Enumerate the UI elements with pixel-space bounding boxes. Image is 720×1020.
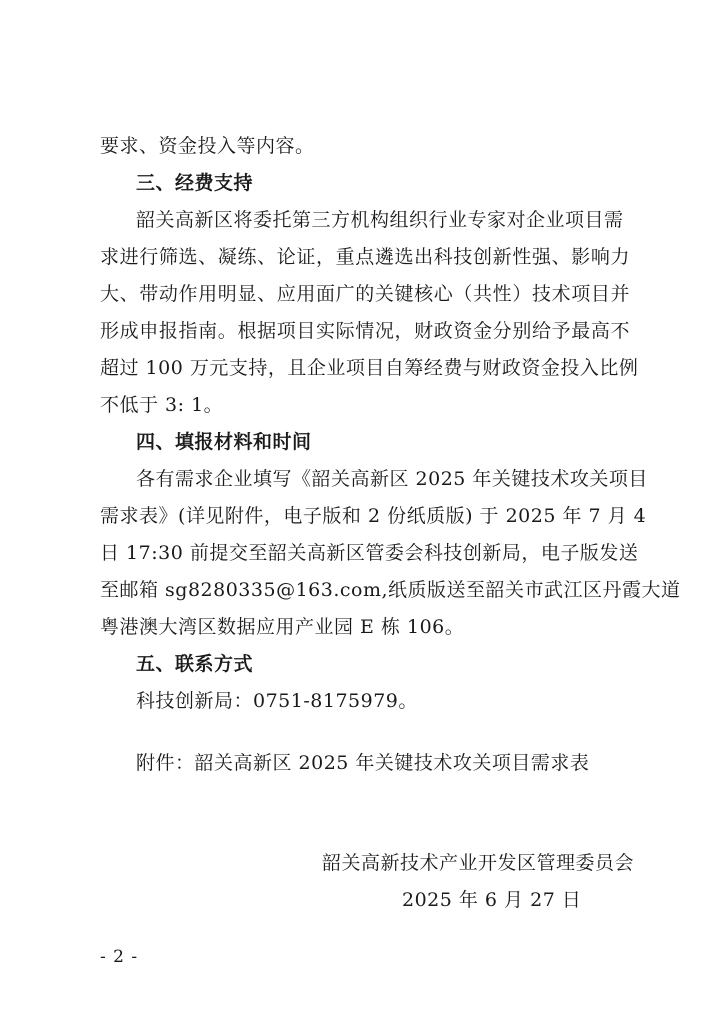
section-heading-materials: 四、填报材料和时间 xyxy=(136,431,312,453)
paragraph-line: 粤港澳大湾区数据应用产业园 E 栋 106。 xyxy=(100,616,465,638)
paragraph-line: 大、带动作用明显、应用面广的关键核心（共性）技术项目并 xyxy=(100,283,630,305)
signature-organization: 韶关高新技术产业开发区管理委员会 xyxy=(322,852,635,874)
page-number: - 2 - xyxy=(100,947,139,967)
paragraph-line: 日 17:30 前提交至韶关高新区管委会科技创新局，电子版发送 xyxy=(100,542,639,564)
contact-line: 科技创新局：0751-8175979。 xyxy=(136,690,418,712)
paragraph-line: 不低于 3: 1。 xyxy=(100,394,224,416)
paragraph-line: 形成申报指南。根据项目实际情况，财政资金分别给予最高不 xyxy=(100,320,630,342)
paragraph-line: 超过 100 万元支持，且企业项目自筹经费与财政资金投入比例 xyxy=(100,357,639,379)
paragraph-line: 各有需求企业填写《韶关高新区 2025 年关键技术攻关项目 xyxy=(136,468,648,490)
attachment-line: 附件：韶关高新区 2025 年关键技术攻关项目需求表 xyxy=(136,752,590,774)
paragraph-line: 至邮箱 sg8280335@163.com,纸质版送至韶关市武江区丹霞大道 xyxy=(100,579,681,601)
paragraph-line: 需求表》(详见附件，电子版和 2 份纸质版) 于 2025 年 7 月 4 xyxy=(100,505,647,527)
paragraph-line: 韶关高新区将委托第三方机构组织行业专家对企业项目需 xyxy=(136,209,624,231)
section-heading-funding: 三、经费支持 xyxy=(136,172,254,194)
paragraph-line: 求进行筛选、凝练、论证，重点遴选出科技创新性强、影响力 xyxy=(100,246,630,268)
continuation-line: 要求、资金投入等内容。 xyxy=(100,135,315,157)
signature-date: 2025 年 6 月 27 日 xyxy=(402,889,582,911)
section-heading-contact: 五、联系方式 xyxy=(136,653,254,675)
